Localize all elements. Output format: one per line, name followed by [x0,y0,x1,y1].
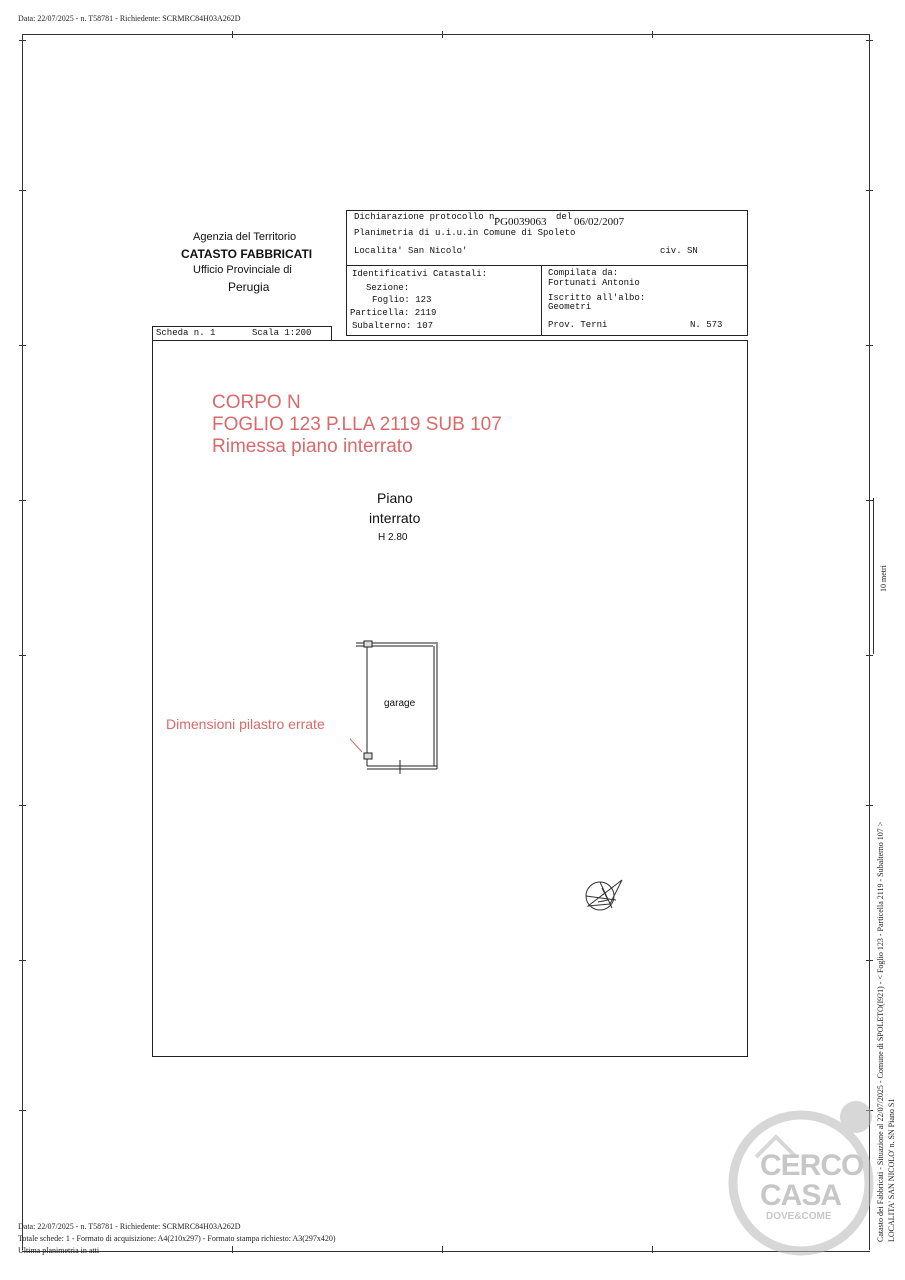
frame-right-line [869,34,870,1250]
planimetry-text: Planimetria di u.i.u.in Comune di Spoleto [354,228,576,238]
protocol-date-label: del [556,212,573,222]
frame-tick [866,500,873,501]
watermark-tagline: DOVE&COME [766,1211,832,1222]
frame-tick [652,31,653,38]
plan-title-rimessa: Rimessa piano interrato [212,436,413,457]
frame-tick [19,655,26,656]
compiled-label: Compilata da: [548,268,619,278]
frame-tick [442,1246,443,1253]
civ-text: civ. SN [660,246,698,256]
agency-catasto: CATASTO FABBRICATI [181,247,313,261]
side-location-text: LOCALITA' SAN NICOLO' n. SN Piano S1 [887,1098,896,1242]
prov-text: Prov. Terni [548,320,608,330]
frame-tick [442,31,443,38]
frame-tick [19,805,26,806]
frame-tick [866,805,873,806]
agency-name: Agenzia del Territorio [193,231,297,243]
floor-height: H 2.80 [378,532,408,543]
compiled-name: Fortunati Antonio [548,278,640,288]
protocol-date: 06/02/2007 [574,216,625,228]
foglio-text: Foglio: 123 [372,295,432,305]
frame-left-line [22,34,23,1250]
albo-label: Iscritto all'albo: [548,293,646,303]
frame-tick [866,960,873,961]
watermark-word-casa: CASA [760,1179,842,1212]
identifiers-heading: Identificativi Catastali: [352,269,488,279]
location-text: Localita' San Nicolo' [354,246,468,256]
protocol-number: PG0039063 [494,216,547,228]
frame-tick [866,345,873,346]
footer-line-2: Totale schede: 1 - Formato di acquisizione: A4(210x297) - Formato stampa richiesto: A3(297x420) [18,1234,336,1243]
frame-tick [232,31,233,38]
side-situation-text: Catasto dei Fabbricati - Situazione al 22/07/2025 - Comune di SPOLETO(I921) - < Foglio 123 - Particella 2119 - Subalterno 107 > [876,821,885,1242]
floor-label-interrato: interrato [369,510,421,526]
watermark-word-cerco: CERCO [760,1149,864,1182]
particella-text: Particella: 2119 [350,308,437,318]
header-text: Data: 22/07/2025 - n. T58781 - Richiedente: SCRMRC84H03A262D [18,14,241,23]
frame-tick [866,40,873,41]
frame-tick [19,40,26,41]
subalterno-text: Subalterno: 107 [352,321,434,331]
sezione-text: Sezione: [366,283,410,293]
north-arrow-icon [582,874,628,914]
scale-bar [873,498,874,654]
frame-tick [652,1246,653,1253]
albo-number: N. 573 [690,320,723,330]
plan-title-corpo: CORPO N [212,392,301,413]
protocol-label: Dichiarazione protocollo n. [354,212,500,222]
footer-line-1: Data: 22/07/2025 - n. T58781 - Richiedente: SCRMRC84H03A262D [18,1222,241,1231]
frame-tick [19,960,26,961]
scale-bar-label: 10 metri [879,565,888,592]
agency-office: Ufficio Provinciale di [193,264,292,276]
frame-tick [19,190,26,191]
frame-tick [866,190,873,191]
floor-label-piano: Piano [377,490,413,506]
frame-tick [866,655,873,656]
plan-title-foglio: FOGLIO 123 P.LLA 2119 SUB 107 [212,414,502,435]
frame-tick [19,500,26,501]
footer-line-3: Ultima planimetria in atti [18,1246,100,1255]
frame-tick [232,1246,233,1253]
frame-tick [19,1110,26,1111]
frame-tick [19,345,26,346]
note-pillar: Dimensioni pilastro errate [166,716,325,732]
albo-value: Geometri [548,302,592,312]
watermark-logo [726,1095,876,1260]
room-label-garage: garage [384,698,416,709]
agency-city: Perugia [228,280,270,294]
scala-text: Scala 1:200 [252,328,312,338]
scheda-text: Scheda n. 1 [156,328,216,338]
